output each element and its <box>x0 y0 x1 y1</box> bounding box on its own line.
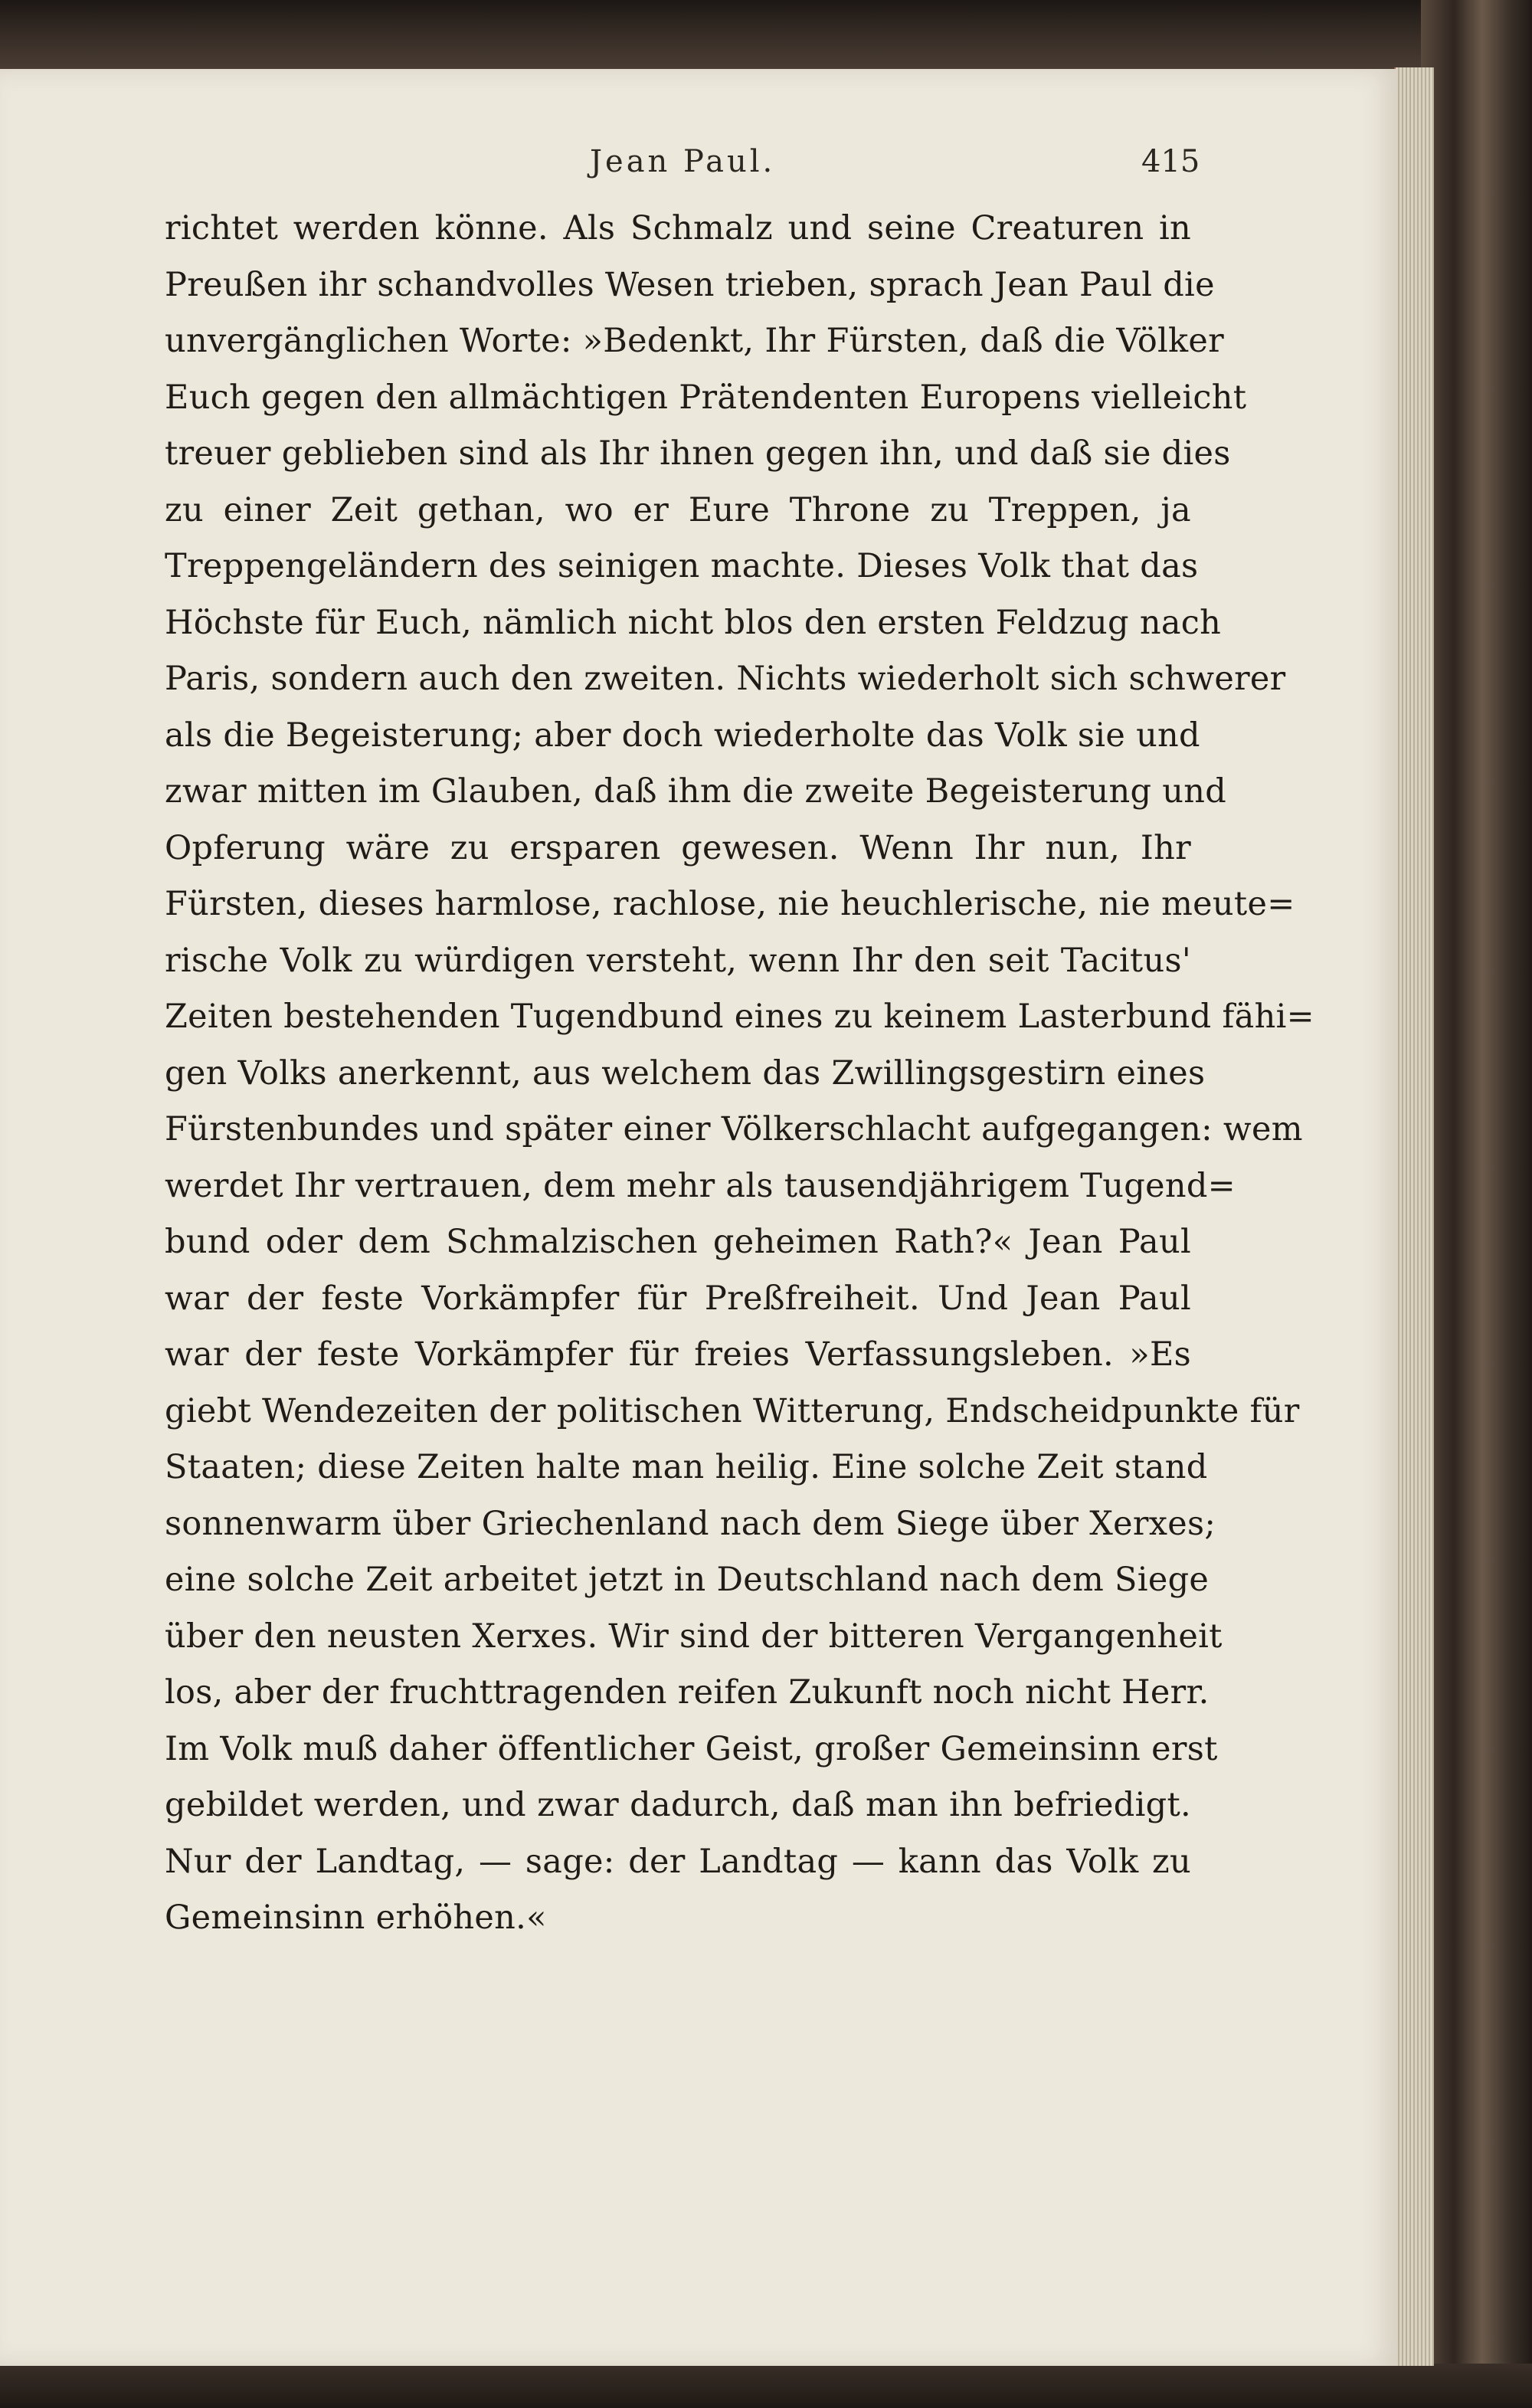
page-edges <box>1394 67 1434 2366</box>
text-line: war der feste Vorkämpfer für freies Verfassungsleben. »Es <box>165 1335 1191 1374</box>
text-line: treuer geblieben sind als Ihr ihnen gegen ihn, und daß sie dies <box>165 434 1231 473</box>
text-line: bund oder dem Schmalzischen geheimen Rath?« Jean Paul <box>165 1223 1191 1261</box>
text-line: Im Volk muß daher öffentlicher Geist, großer Gemeinsinn erst <box>165 1729 1218 1768</box>
text-line: Staaten; diese Zeiten halte man heilig. Eine solche Zeit stand <box>165 1448 1208 1486</box>
text-line: los, aber der fruchttragenden reifen Zukunft noch nicht Herr. <box>165 1673 1210 1712</box>
text-line: war der feste Vorkämpfer für Preßfreiheit. Und Jean Paul <box>165 1279 1191 1318</box>
text-line: Zeiten bestehenden Tugendbund eines zu keinem Lasterbund fähi= <box>165 998 1314 1036</box>
text-line: giebt Wendezeiten der politischen Witterung, Endscheidpunkte für <box>165 1391 1300 1430</box>
text-line: unvergänglichen Worte: »Bedenkt, Ihr Fürsten, daß die Völker <box>165 322 1225 360</box>
text-line: zu einer Zeit gethan, wo er Eure Throne zu Treppen, ja <box>165 490 1191 529</box>
text-line: Höchste für Euch, nämlich nicht blos den ersten Feldzug nach <box>165 603 1222 642</box>
text-line: zwar mitten im Glauben, daß ihm die zweite Begeisterung und <box>165 772 1227 811</box>
text-line: Fürstenbundes und später einer Völkerschlacht aufgegangen: wem <box>165 1110 1303 1148</box>
text-line: werdet Ihr vertrauen, dem mehr als tausendjährigem Tugend= <box>165 1166 1236 1205</box>
text-line: Gemeinsinn erhöhen.« <box>165 1899 547 1937</box>
book-binding-right <box>1421 0 1532 2408</box>
text-line: Euch gegen den allmächtigen Prätendenten Europens vielleicht <box>165 378 1247 417</box>
book-binding-bottom <box>0 2364 1532 2408</box>
text-line: Paris, sondern auch den zweiten. Nichts wiederholt sich schwerer <box>165 660 1286 698</box>
page-number: 415 <box>1141 144 1200 179</box>
text-line: Opferung wäre zu ersparen gewesen. Wenn Ihr nun, Ihr <box>165 828 1191 867</box>
text-line: eine solche Zeit arbeitet jetzt in Deutschland nach dem Siege <box>165 1561 1210 1599</box>
text-line: sonnenwarm über Griechenland nach dem Siege über Xerxes; <box>165 1504 1216 1543</box>
text-line: Preußen ihr schandvolles Wesen trieben, sprach Jean Paul die <box>165 265 1215 304</box>
text-line: über den neusten Xerxes. Wir sind der bitteren Vergangenheit <box>165 1617 1223 1656</box>
text-line: gebildet werden, und zwar dadurch, daß man ihn befriedigt. <box>165 1786 1191 1824</box>
running-head <box>0 144 1398 190</box>
text-line: Fürsten, dieses harmlose, rachlose, nie heuchlerische, nie meute= <box>165 885 1295 923</box>
running-head-title: Jean Paul. <box>590 144 776 179</box>
text-line: gen Volks anerkennt, aus welchem das Zwillingsgestirn eines <box>165 1053 1206 1093</box>
text-line: als die Begeisterung; aber doch wiederholte das Volk sie und <box>165 716 1200 755</box>
book-binding-top <box>0 0 1532 73</box>
text-line: Treppengeländern des seinigen machte. Dieses Volk that das <box>165 547 1199 585</box>
text-line: Nur der Landtag, — sage: der Landtag — kann das Volk zu <box>165 1842 1191 1881</box>
text-line: rische Volk zu würdigen versteht, wenn Ihr den seit Tacitus' <box>165 941 1191 980</box>
text-line: richtet werden könne. Als Schmalz und seine Creaturen in <box>165 209 1191 247</box>
body-text <box>165 201 1314 1947</box>
